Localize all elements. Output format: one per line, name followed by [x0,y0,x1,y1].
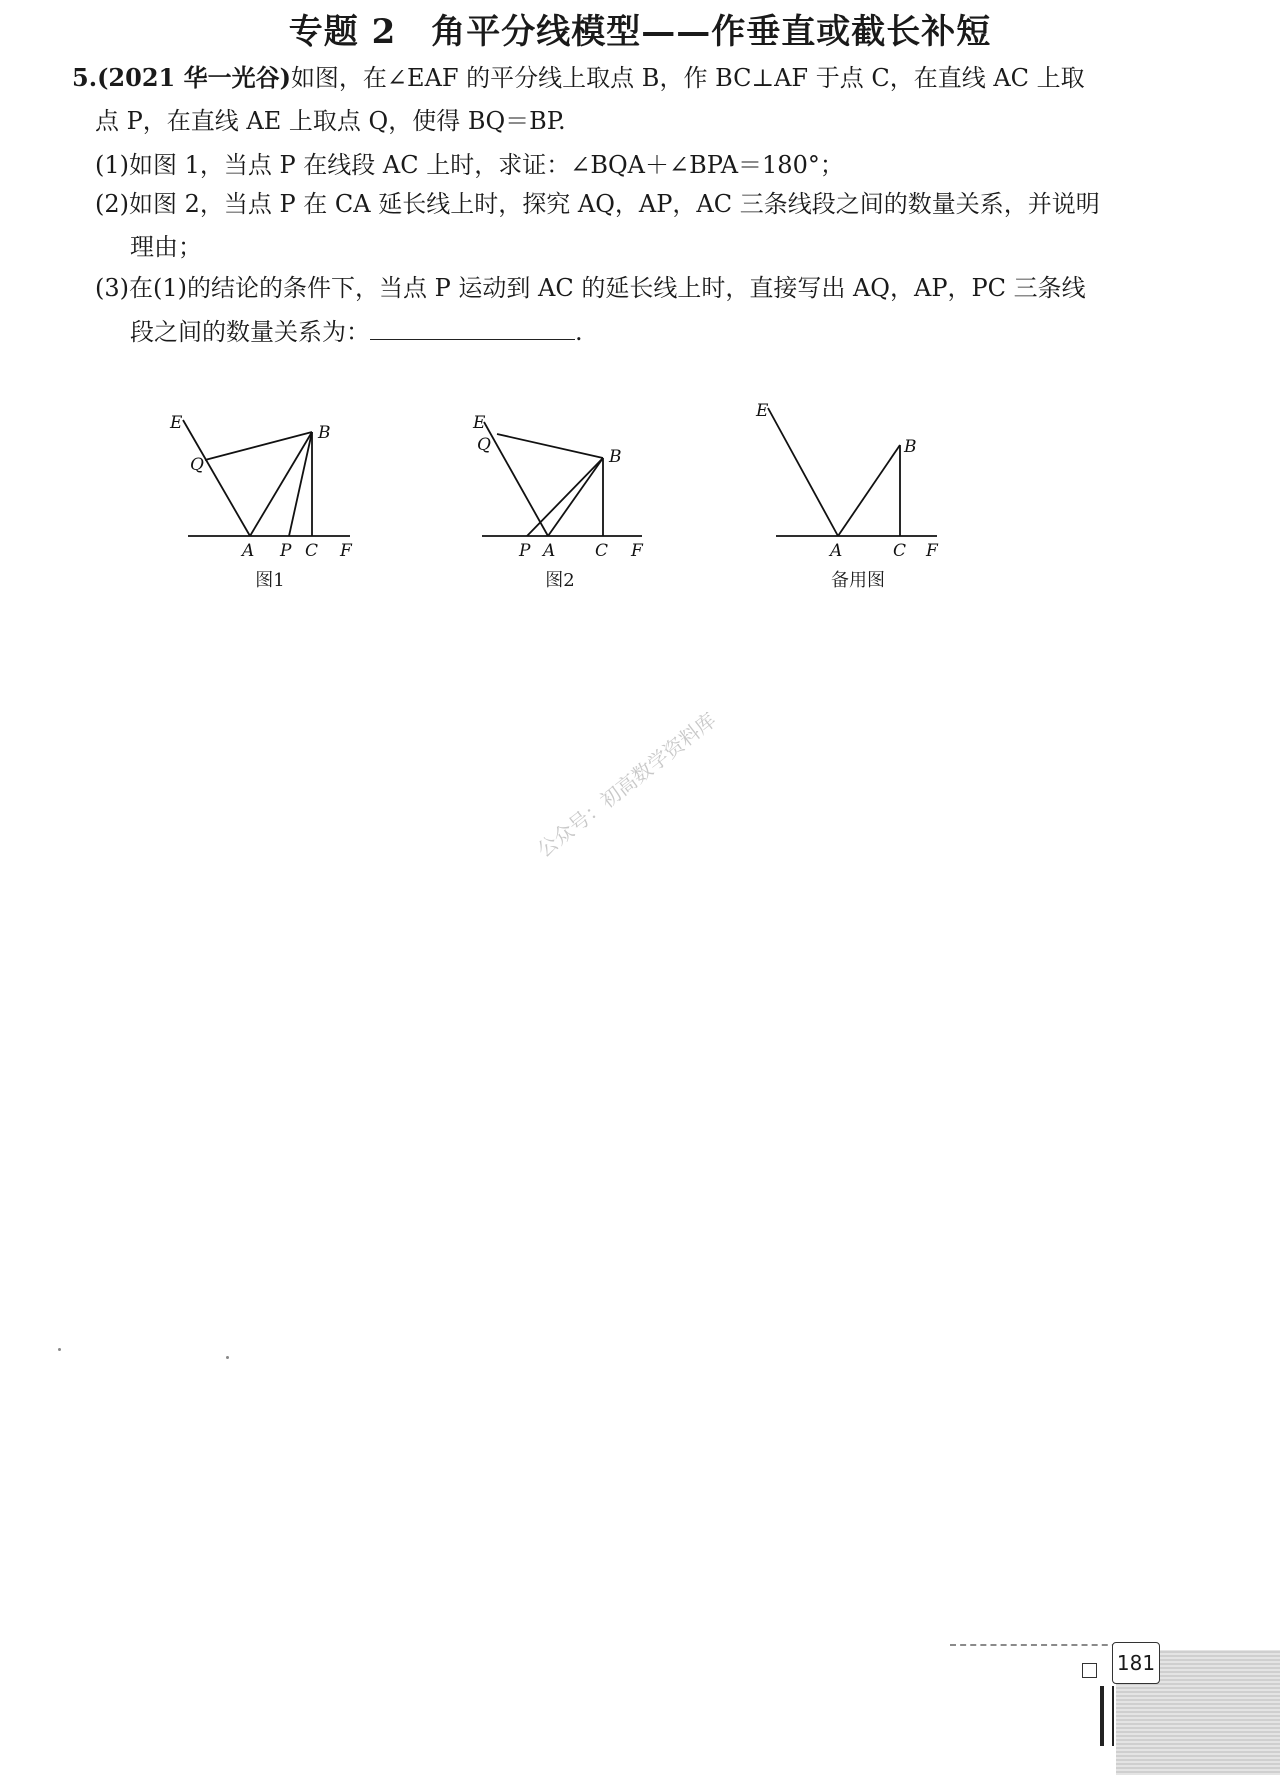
label-a: A [830,541,843,561]
problem-intro-line-2: 点 P，在直线 AE 上取点 Q，使得 BQ＝BP. [95,107,566,135]
page-title: 专题 2 角平分线模型——作垂直或截长补短 [288,12,992,52]
page-number: 181 [1112,1642,1160,1684]
label-c: C [595,541,609,561]
label-f: F [631,541,643,561]
figure-1-caption: 图1 [255,570,285,591]
problem-source: (2021 华一光谷) [97,63,291,92]
label-a: A [543,541,556,561]
part-3-prompt: 段之间的数量关系为： [130,318,370,346]
label-e: E [756,401,769,421]
label-q: Q [190,455,204,475]
problem-intro-text: 如图，在∠EAF 的平分线上取点 B，作 BC⊥AF 于点 C，在直线 AC 上取 [290,64,1085,92]
footer-dashed-rule [950,1644,1128,1646]
label-b: B [318,423,331,443]
label-f: F [926,541,938,561]
watermark: 公众号：初高数学资料库 [532,707,721,863]
figure-2-caption: 图2 [545,570,575,591]
label-p: P [519,541,531,561]
figure-spare-caption: 备用图 [831,570,885,591]
segment-ab [838,445,900,536]
problem-number: 5. [72,63,98,92]
part-3-period: . [575,318,583,346]
label-f: F [340,541,352,561]
label-c: C [305,541,319,561]
label-q: Q [477,435,491,455]
problem-part-2-line-1: (2)如图 2，当点 P 在 CA 延长线上时，探究 AQ，AP，AC 三条线段之间的数量关系，并说明 [95,190,1100,218]
footer-bar-icon [1100,1686,1114,1746]
figure-spare-diagram [0,0,1000,620]
label-e: E [170,413,183,433]
problem-part-3-line-1: (3)在(1)的结论的条件下，当点 P 运动到 AC 的延长线上时，直接写出 AQ，AP，PC 三条线 [95,274,1086,302]
problem-part-2-line-2: 理由； [130,233,202,261]
label-b: B [609,447,622,467]
label-c: C [893,541,907,561]
scan-speck [226,1356,229,1359]
label-p: P [280,541,292,561]
label-b: B [904,437,917,457]
ray-ae [768,408,838,536]
footer-square-icon [1082,1663,1097,1678]
problem-part-1: (1)如图 1，当点 P 在线段 AC 上时，求证：∠BQA＋∠BPA＝180°； [95,151,844,179]
figure-spare [0,0,1000,624]
label-a: A [242,541,255,561]
scan-speck [58,1348,61,1351]
label-e: E [473,413,486,433]
